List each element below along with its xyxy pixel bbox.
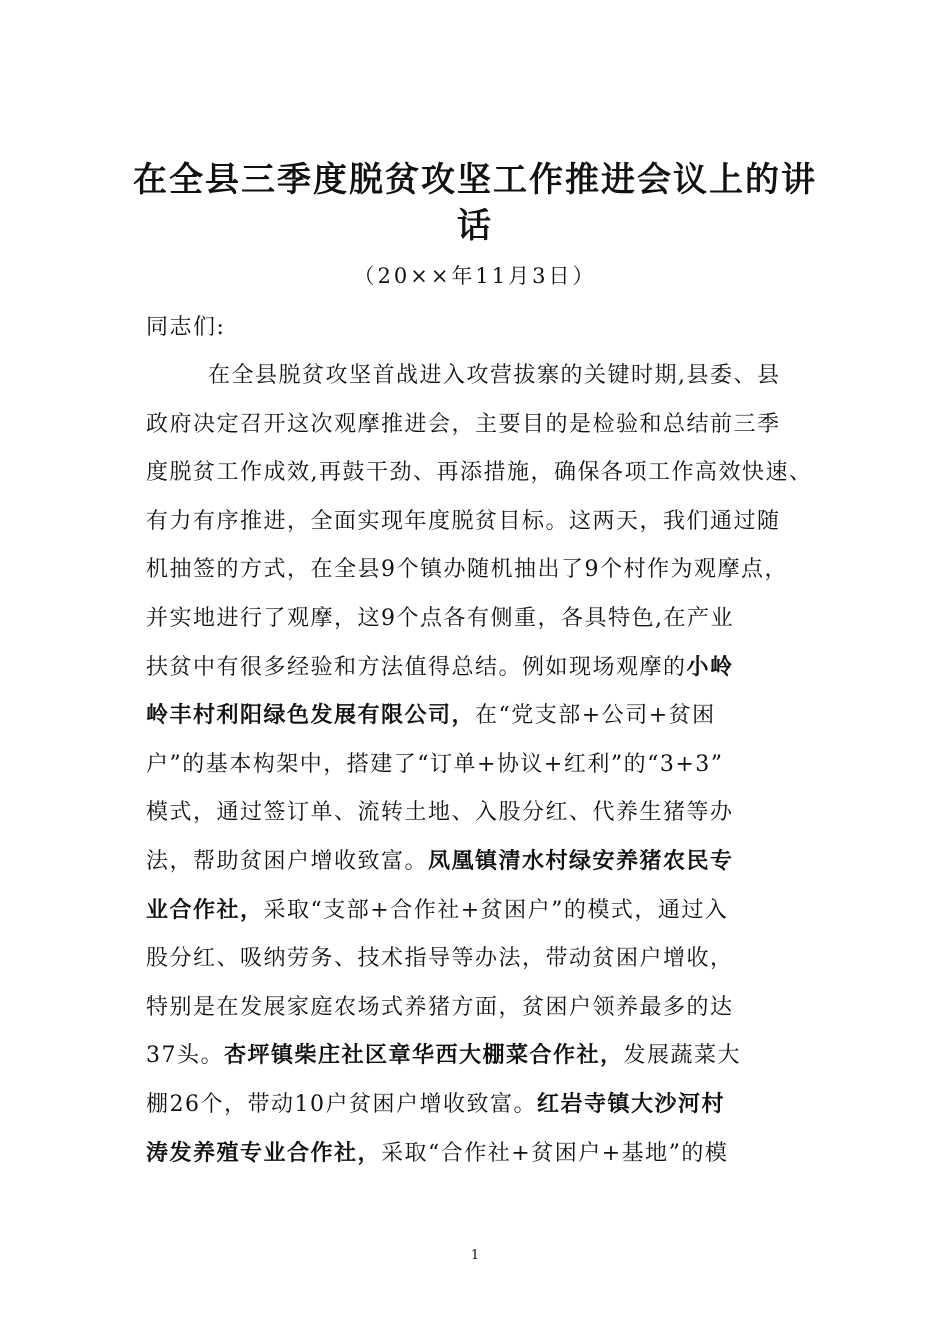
paragraph-line [146, 604, 836, 634]
paragraph-line [146, 1139, 836, 1169]
text-segment: 政府决定召开这次观摩推进会，主要目的是检验和总结前三季 [146, 411, 781, 437]
text-segment: 棚26个，带动10户贫困户增收致富。 [146, 1092, 537, 1117]
text-segment: 特别是在发展家庭农场式养猪方面，贫困户领养最多的达 [146, 994, 734, 1020]
bold-text-segment: 涛发养殖专业合作社， [146, 1140, 382, 1166]
paragraph-line [208, 361, 898, 391]
text-segment: 度脱贫工作成效,再鼓干劲、再添措施，确保各项工作高效快速、 [146, 460, 813, 486]
paragraph-line [146, 555, 836, 585]
bold-text-segment: 业合作社， [146, 897, 264, 923]
bold-text-segment: 凤凰镇清水村绿安养猪农民专 [428, 849, 734, 874]
paragraph-line [146, 410, 836, 440]
text-segment: 在“党支部+公司+贫困 [475, 703, 716, 729]
text-segment: 采取“支部+合作社+贫困户”的模式，通过入 [263, 897, 729, 923]
text-segment: 扶贫中有很多经验和方法值得总结。例如现场观摩的 [146, 654, 687, 680]
paragraph-line [146, 750, 836, 780]
salutation: 同志们: [146, 315, 226, 340]
text-segment: 37头。 [146, 1043, 224, 1069]
paragraph-line [146, 1041, 836, 1071]
text-segment: 模式，通过签订单、流转土地、入股分红、代养生猪等办 [146, 800, 734, 826]
text-segment: 户”的基本构架中，搭建了“订单+协议+红利”的“3+3” [146, 751, 724, 777]
paragraph-line [146, 896, 836, 926]
text-segment: 机抽签的方式，在全县9个镇办随机抽出了9个村作为观摩点， [146, 557, 788, 583]
paragraph-line [146, 944, 836, 974]
speech-date: （20××年11月3日） [353, 264, 597, 288]
paragraph-line [146, 507, 836, 537]
paragraph-line [146, 993, 836, 1023]
paragraph-line [146, 653, 836, 683]
page-number: 1 [470, 1248, 480, 1263]
paragraph-line [146, 1090, 836, 1120]
text-segment: 法，帮助贫困户增收致富。 [146, 849, 429, 874]
bold-text-segment: 杏坪镇柴庄社区章华西大棚菜合作社， [224, 1043, 624, 1069]
bold-text-segment: 岭丰村利阳绿色发展有限公司， [146, 703, 476, 729]
text-segment: 股分红、吸纳劳务、技术指导等办法，带动贫困户增收， [146, 946, 734, 972]
text-segment: 发展蔬菜大 [623, 1043, 742, 1069]
bold-text-segment: 红岩寺镇大沙河村 [537, 1092, 726, 1117]
paragraph-line [146, 701, 836, 731]
paragraph-line [146, 458, 836, 488]
text-segment: 在全县脱贫攻坚首战进入攻营拔寨的关键时期,县委、县 [208, 363, 781, 388]
text-segment: 并实地进行了观摩，这9个点各有侧重，各具特色,在产业 [146, 606, 734, 631]
document-title-line-1: 在全县三季度脱贫攻坚工作推进会议上的讲 [133, 160, 817, 200]
text-segment: 采取“合作社+贫困户+基地”的模 [381, 1140, 729, 1166]
text-segment: 有力有序推进，全面实现年度脱贫目标。这两天，我们通过随 [146, 508, 781, 534]
paragraph-line [146, 798, 836, 828]
document-title-line-2: 话 [457, 206, 493, 246]
bold-text-segment: 小岭 [686, 654, 734, 680]
paragraph-line [146, 847, 836, 877]
